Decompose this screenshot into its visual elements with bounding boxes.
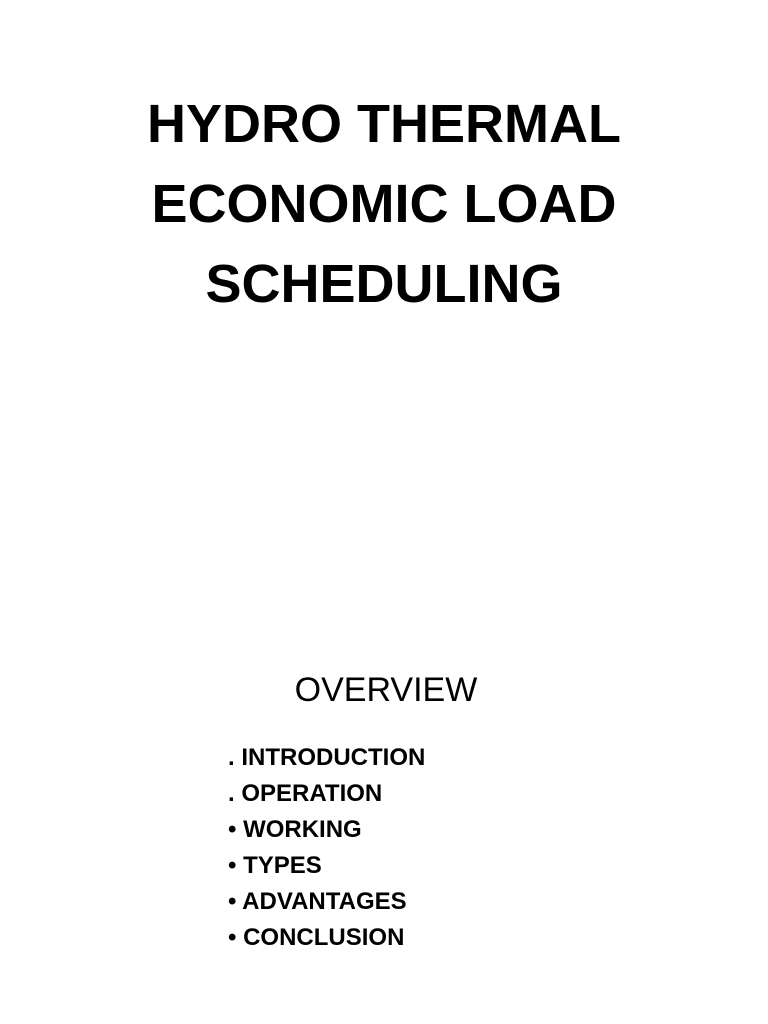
slide-title (0, 84, 768, 324)
title-line: ECONOMIC LOAD (151, 174, 617, 234)
topic-item-conclusion: • CONCLUSION (228, 924, 405, 951)
topic-item-types: • TYPES (228, 852, 322, 879)
topic-item-working: • WORKING (228, 816, 362, 843)
overview-topic-list (228, 740, 425, 956)
topic-item-advantages: • ADVANTAGES (228, 888, 407, 915)
overview-heading: OVERVIEW (294, 671, 478, 709)
title-line: SCHEDULING (205, 254, 563, 314)
topic-item-introduction: . INTRODUCTION (228, 744, 426, 771)
topic-item-operation: . OPERATION (228, 780, 383, 807)
title-line: HYDRO THERMAL (147, 94, 621, 154)
